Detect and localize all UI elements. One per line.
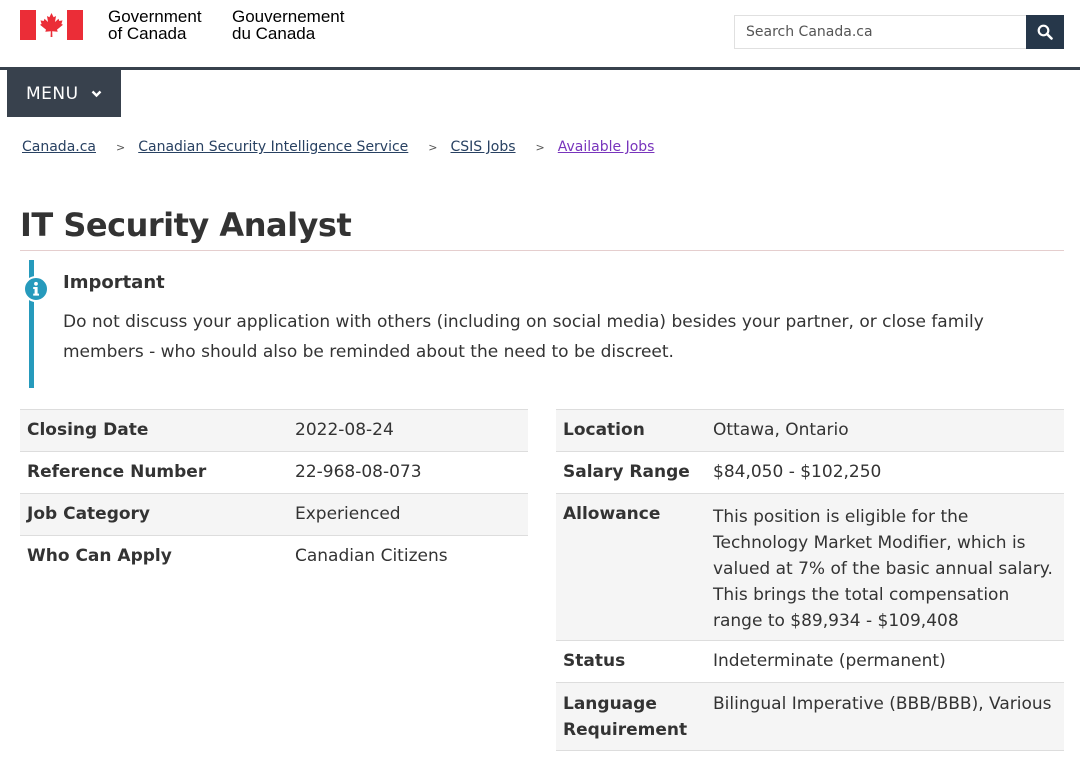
signature-english [108,8,228,42]
search-icon [1037,24,1053,40]
detail-label: Location [563,420,645,440]
signature-fr-line-2: du Canada [232,24,316,43]
signature-french [232,8,372,42]
table-row [20,452,528,494]
detail-value: $84,050 - $102,250 [713,462,882,482]
detail-label: Language Requirement [563,694,688,740]
chevron-down-icon [91,90,102,98]
detail-value: Ottawa, Ontario [713,420,849,440]
detail-value: This position is eligible for the Technology Market Modifier, which is valued at 7% of the basic annual salary. This brings the total compensation range to $89,934 - $109,408 [713,507,1053,631]
alert-text: Do not discuss your application with others (including on social media) besides your partner, or close family members - who should also be reminded about the need to be discreet. [63,312,984,362]
detail-label: Salary Range [563,462,690,482]
signature-fr-line-1: Gouvernement [232,7,345,26]
table-row [556,641,1064,683]
detail-label: Status [563,651,626,671]
table-row [556,410,1064,452]
search-input[interactable] [734,15,1026,49]
breadcrumb-separator: > [116,140,126,154]
government-of-canada-logo[interactable] [20,7,345,43]
detail-value: 22-968-08-073 [295,462,422,482]
detail-label: Job Category [27,504,151,524]
page-title: IT Security Analyst [20,205,1064,251]
breadcrumb-csis[interactable]: Canadian Security Intelligence Service [138,139,409,155]
detail-value: 2022-08-24 [295,420,394,440]
site-header [0,0,1080,70]
menu-label: MENU [26,83,79,104]
breadcrumb-available-jobs[interactable]: Available Jobs [557,139,655,155]
table-row [556,452,1064,494]
detail-value: Experienced [295,504,401,524]
alert-title: Important [63,272,165,293]
info-icon [23,276,49,302]
detail-label: Allowance [563,504,661,524]
canada-flag-icon [20,10,83,40]
breadcrumb-separator: > [428,140,438,154]
table-row [556,494,1064,641]
job-details-left-table [20,409,528,578]
signature-en-line-1: Government [108,7,202,26]
breadcrumb-csis-jobs[interactable]: CSIS Jobs [450,139,516,155]
table-row [20,410,528,452]
menu-button[interactable] [7,70,121,117]
breadcrumb-separator: > [535,140,545,154]
detail-value: Bilingual Imperative (BBB/BBB), Various [713,694,1052,714]
detail-label: Reference Number [27,462,207,482]
signature-en-line-2: of Canada [108,24,187,43]
table-row [556,683,1064,751]
search-form [734,15,1064,49]
detail-value: Indeterminate (permanent) [713,651,946,671]
table-row [20,536,528,578]
breadcrumb-canada-ca[interactable]: Canada.ca [22,139,96,155]
info-glyph-icon [25,278,47,300]
search-button[interactable] [1026,15,1064,49]
breadcrumb [22,139,654,155]
important-alert [29,260,1064,388]
detail-value: Canadian Citizens [295,546,448,566]
job-details-right-table [556,409,1064,751]
table-row [20,494,528,536]
detail-label: Closing Date [27,420,149,440]
detail-label: Who Can Apply [27,546,172,566]
